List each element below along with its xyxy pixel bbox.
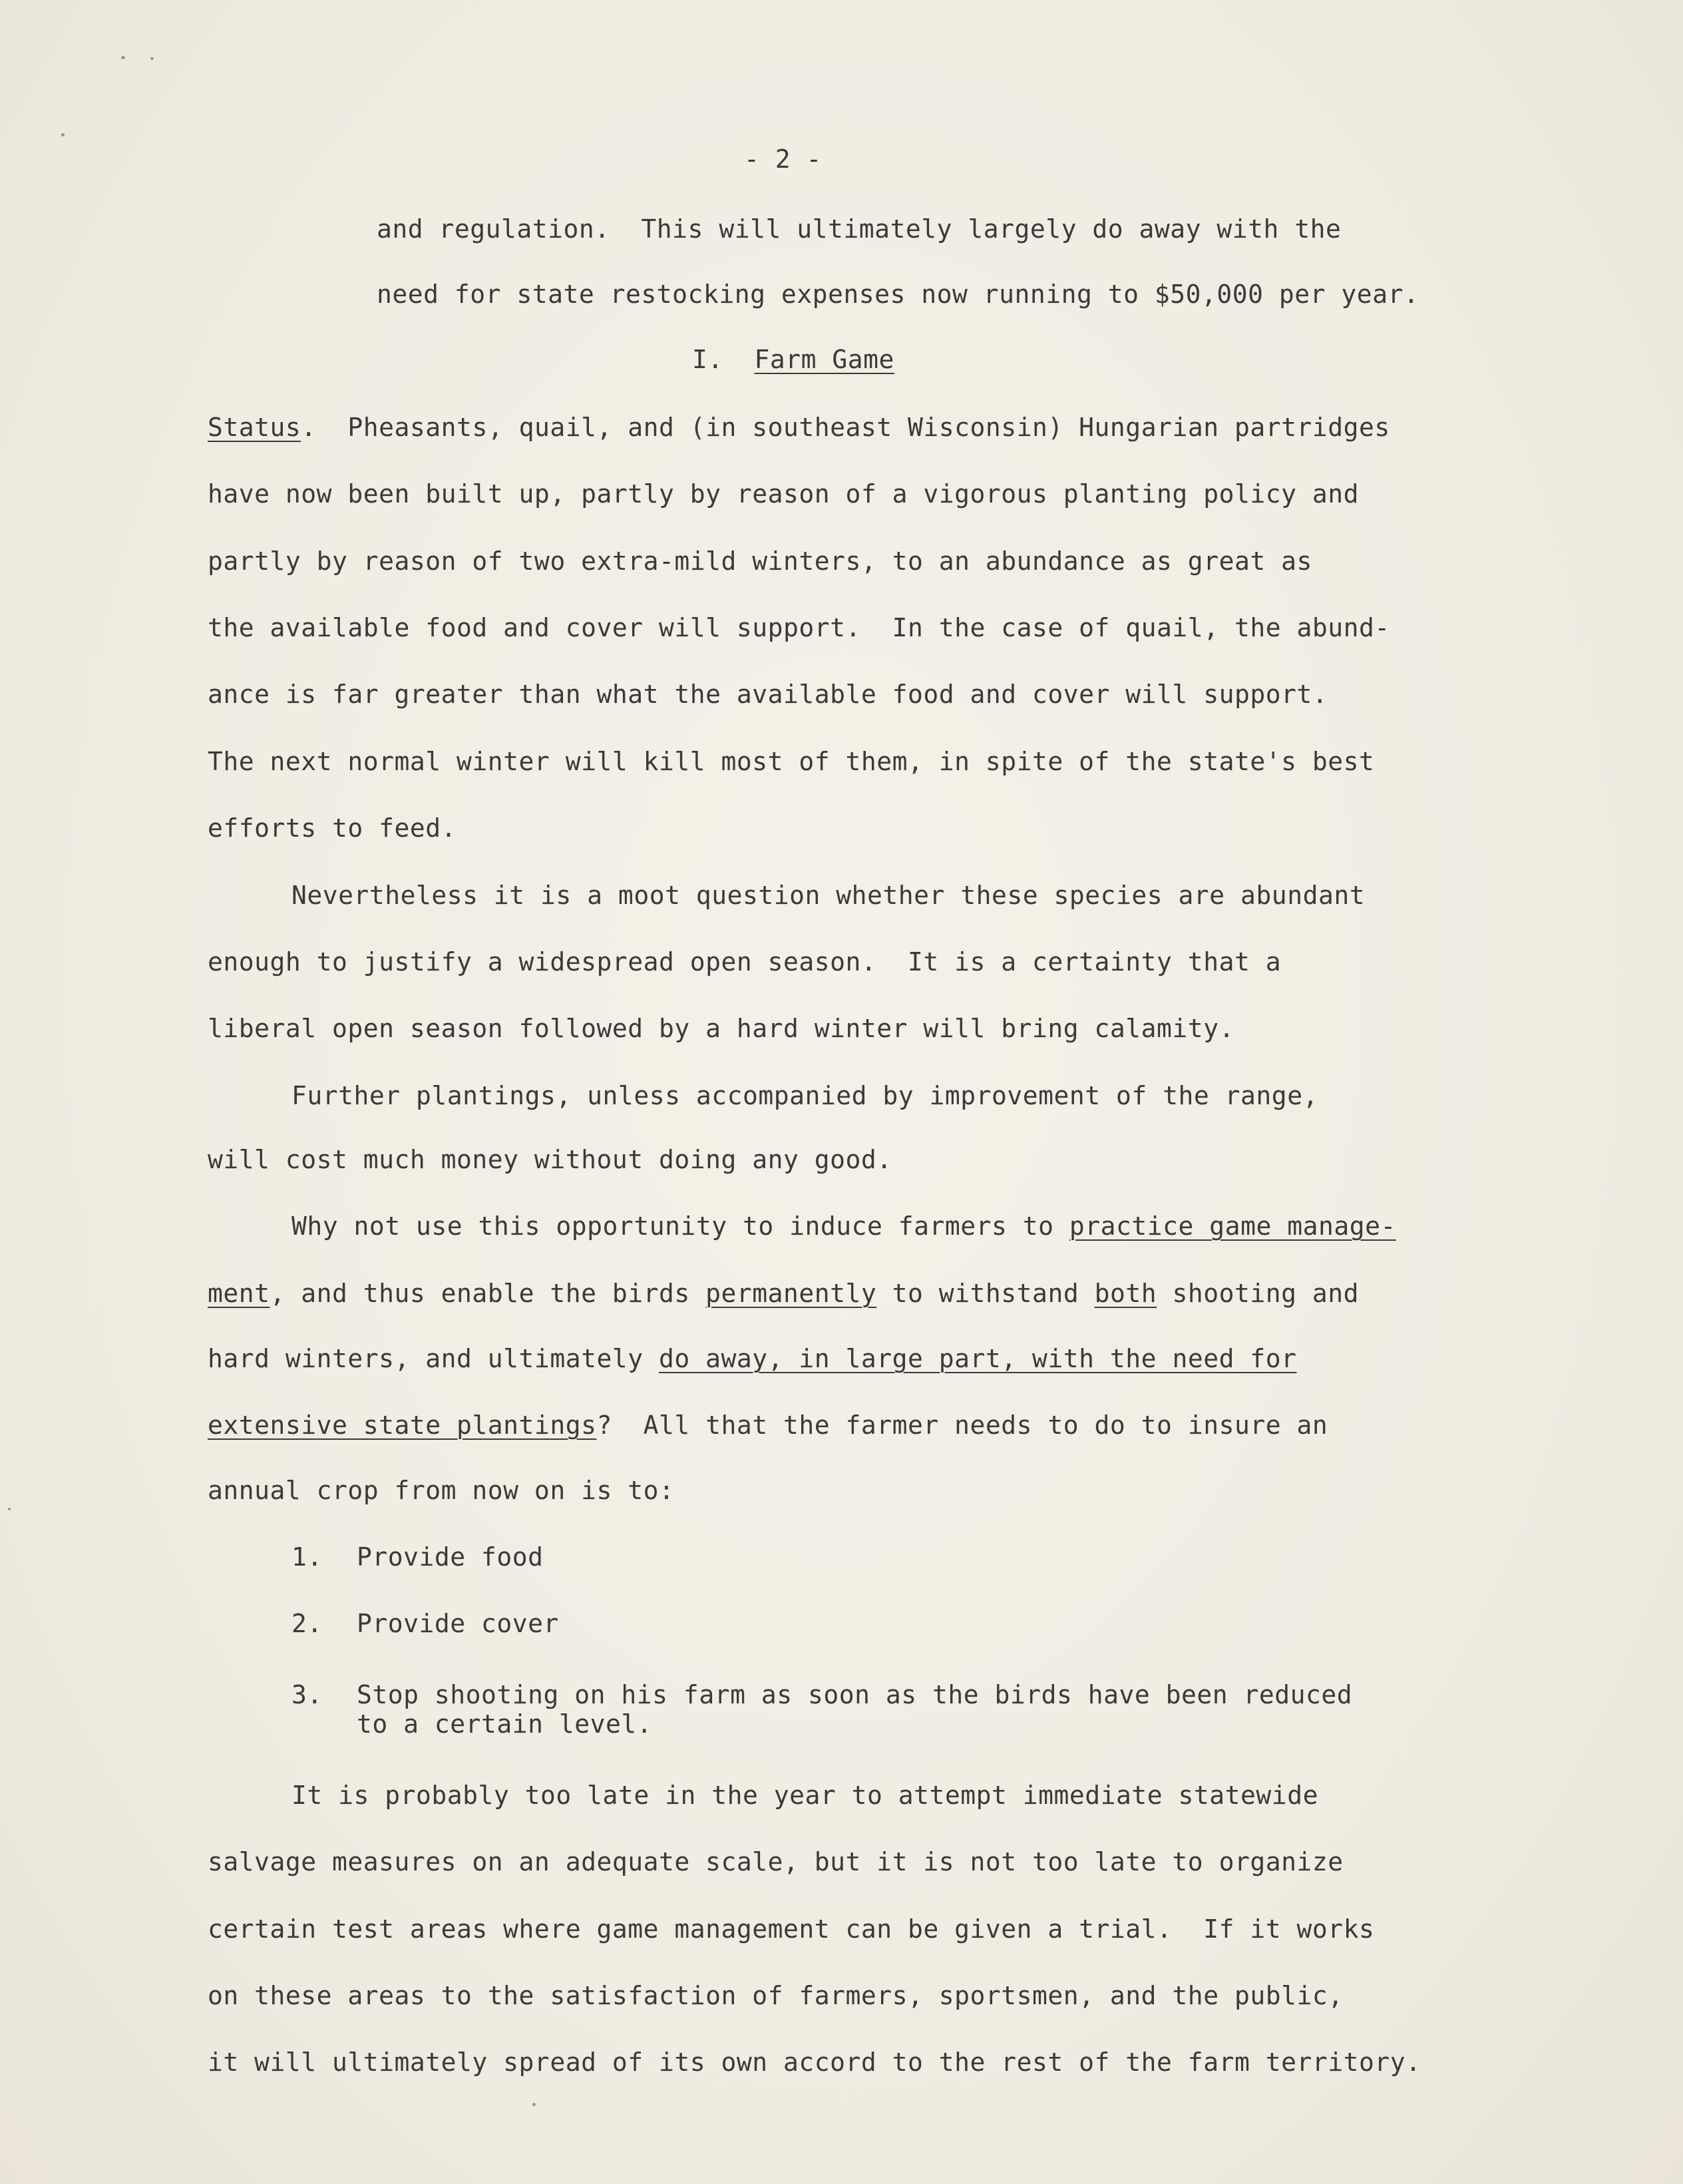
nevertheless-line: enough to justify a widespread open season. It is a certainty that a xyxy=(208,947,1282,977)
section-heading xyxy=(692,344,894,375)
final-line: salvage measures on an adequate scale, but it is not too late to organize xyxy=(208,1847,1344,1876)
plantings-line: will cost much money without doing any good. xyxy=(208,1145,892,1174)
list-item-text: Provide food xyxy=(357,1542,544,1572)
status-text: . Pheasants, quail, and (in southeast Wisconsin) Hungarian partridges xyxy=(301,413,1390,442)
section-title: Farm Game xyxy=(754,345,894,374)
final-line: on these areas to the satisfaction of farmers, sportsmen, and the public, xyxy=(208,1981,1344,2010)
nevertheless-line: liberal open season followed by a hard winter will bring calamity. xyxy=(208,1014,1234,1043)
why-underlined: do away, in large part, with the need for xyxy=(658,1344,1297,1373)
continuation-line: need for state restocking expenses now running to $50,000 per year. xyxy=(377,280,1419,309)
scan-speck xyxy=(150,57,154,60)
page-number: - 2 - xyxy=(744,144,822,174)
continuation-line: and regulation. This will ultimately largely do away with the xyxy=(377,214,1342,244)
why-line xyxy=(291,1211,1396,1241)
scan-speck xyxy=(532,2103,536,2106)
scan-speck xyxy=(121,56,125,59)
why-text: to withstand xyxy=(876,1279,1095,1308)
why-text: ? All that the farmer needs to do to insure an xyxy=(596,1411,1328,1440)
scan-speck xyxy=(61,133,65,136)
final-line: certain test areas where game management can be given a trial. If it works xyxy=(208,1914,1375,1944)
list-item-number: 1. xyxy=(291,1542,323,1572)
scan-speck xyxy=(8,1508,11,1510)
why-line xyxy=(208,1410,1328,1440)
section-numeral: I. xyxy=(692,345,723,374)
why-underlined: both xyxy=(1094,1279,1157,1308)
list-item-text: Stop shooting on his farm as soon as the birds have been reduced xyxy=(357,1680,1353,1709)
status-line: the available food and cover will support. In the case of quail, the abund- xyxy=(208,613,1390,642)
why-line: annual crop from now on is to: xyxy=(208,1476,675,1505)
final-line: it will ultimately spread of its own accord to the rest of the farm territory. xyxy=(208,2048,1421,2077)
why-text: , and thus enable the birds xyxy=(270,1279,706,1308)
why-underlined: permanently xyxy=(705,1279,877,1308)
why-underlined: extensive state plantings xyxy=(208,1411,597,1440)
why-text: hard winters, and ultimately xyxy=(208,1344,659,1373)
why-text: Why not use this opportunity to induce farmers to xyxy=(291,1211,1069,1241)
status-line xyxy=(208,412,1390,443)
status-line: efforts to feed. xyxy=(208,813,457,843)
why-line xyxy=(208,1343,1296,1374)
final-line: It is probably too late in the year to attempt immediate statewide xyxy=(291,1781,1318,1810)
why-line xyxy=(208,1278,1359,1309)
status-line: The next normal winter will kill most of them, in spite of the state's best xyxy=(208,747,1375,776)
nevertheless-line: Nevertheless it is a moot question whether these species are abundant xyxy=(291,881,1366,910)
list-item-continuation: to a certain level. xyxy=(357,1709,653,1739)
status-line: partly by reason of two extra-mild winters, to an abundance as great as xyxy=(208,546,1312,576)
status-line: have now been built up, partly by reason of a vigorous planting policy and xyxy=(208,479,1359,509)
list-item-text: Provide cover xyxy=(357,1609,559,1638)
status-line: ance is far greater than what the available food and cover will support. xyxy=(208,680,1328,709)
list-item-number: 2. xyxy=(291,1609,323,1638)
why-underlined: ment xyxy=(208,1279,270,1308)
status-lead: Status xyxy=(208,413,301,442)
why-underlined: practice game manage- xyxy=(1069,1211,1396,1241)
plantings-line: Further plantings, unless accompanied by improvement of the range, xyxy=(291,1081,1318,1110)
list-item-number: 3. xyxy=(291,1680,323,1709)
why-text: shooting and xyxy=(1157,1279,1360,1308)
